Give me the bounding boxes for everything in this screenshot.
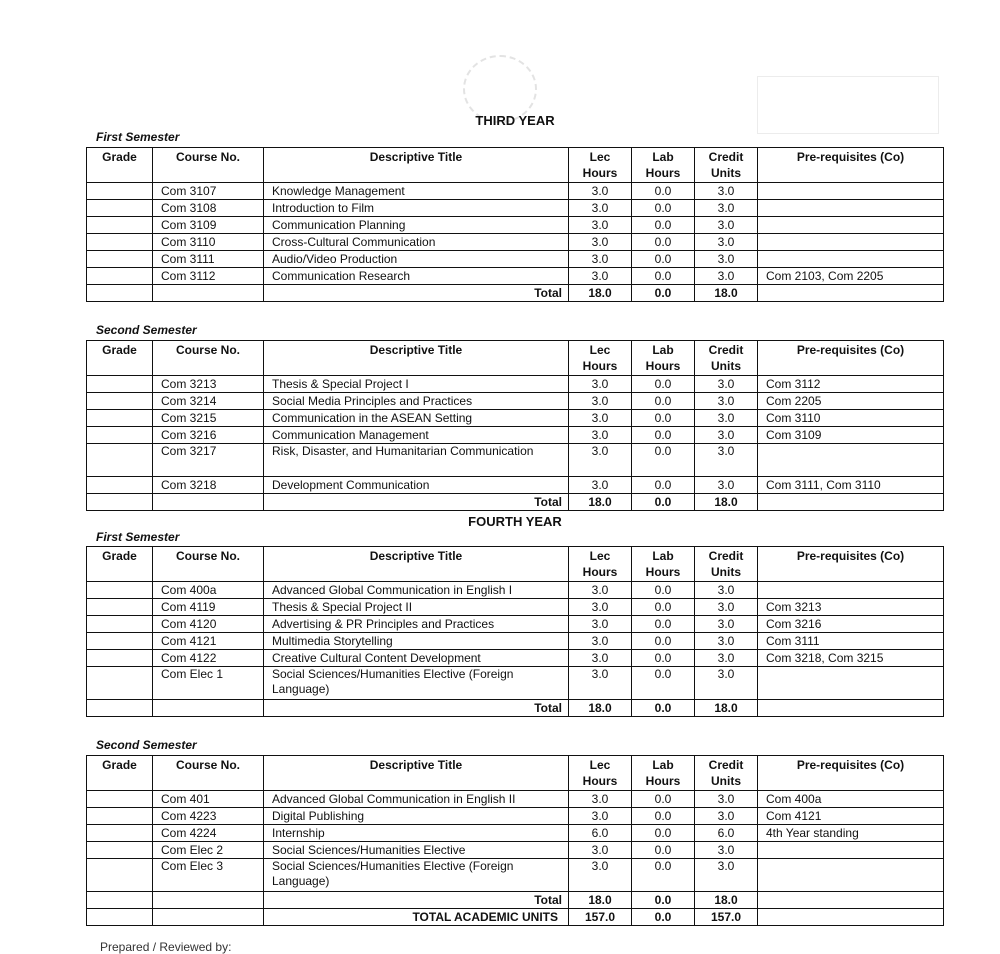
descriptive-title-cell: Cross-Cultural Communication — [264, 234, 569, 251]
prerequisites-cell: Com 3110 — [758, 410, 944, 427]
grade-header: Grade — [87, 756, 153, 791]
lec-cell: 3.0 — [569, 842, 632, 859]
fourth-year-first-semester-table — [86, 546, 944, 717]
total-lec: 18.0 — [569, 285, 632, 302]
total-credit: 18.0 — [695, 285, 758, 302]
third-year-title: THIRD YEAR — [475, 113, 555, 128]
course-no-cell: Com 400a — [153, 582, 264, 599]
lab-cell: 0.0 — [632, 842, 695, 859]
grade-cell[interactable] — [87, 791, 153, 808]
course-row — [87, 444, 944, 477]
credit-cell: 3.0 — [695, 444, 758, 477]
lab-cell: 0.0 — [632, 633, 695, 650]
course-row — [87, 234, 944, 251]
header-row — [87, 756, 944, 791]
credit-cell: 3.0 — [695, 376, 758, 393]
lec-cell: 3.0 — [569, 200, 632, 217]
grade-cell[interactable] — [87, 808, 153, 825]
credit-cell: 3.0 — [695, 842, 758, 859]
lab-cell: 0.0 — [632, 477, 695, 494]
lab-cell: 0.0 — [632, 791, 695, 808]
lab-cell: 0.0 — [632, 859, 695, 892]
credit-cell: 3.0 — [695, 217, 758, 234]
lec-hours-header: Lec Hours — [569, 756, 632, 791]
lab-cell: 0.0 — [632, 444, 695, 477]
descriptive-title-cell: Thesis & Special Project I — [264, 376, 569, 393]
credit-cell: 3.0 — [695, 234, 758, 251]
prerequisites-cell: Com 3218, Com 3215 — [758, 650, 944, 667]
lab-cell: 0.0 — [632, 217, 695, 234]
descriptive-title-cell: Social Sciences/Humanities Elective (Foreign Language) — [264, 859, 569, 892]
empty-cell — [758, 892, 944, 909]
prepared-by-label: Prepared / Reviewed by: — [100, 940, 232, 954]
course-no-header: Course No. — [153, 341, 264, 376]
descriptive-title-cell: Communication Research — [264, 268, 569, 285]
empty-cell — [87, 494, 153, 511]
credit-cell: 3.0 — [695, 859, 758, 892]
grand-total-row — [87, 909, 944, 926]
course-no-cell: Com 3110 — [153, 234, 264, 251]
lec-cell: 3.0 — [569, 477, 632, 494]
grade-cell[interactable] — [87, 427, 153, 444]
descriptive-title-cell: Development Communication — [264, 477, 569, 494]
descriptive-title-cell: Advanced Global Communication in English I — [264, 582, 569, 599]
lab-cell: 0.0 — [632, 825, 695, 842]
credit-cell: 3.0 — [695, 582, 758, 599]
lec-hours-header: Lec Hours — [569, 341, 632, 376]
descriptive-title-cell: Audio/Video Production — [264, 251, 569, 268]
descriptive-title-cell: Thesis & Special Project II — [264, 599, 569, 616]
descriptive-title-header: Descriptive Title — [264, 148, 569, 183]
course-no-cell: Com 401 — [153, 791, 264, 808]
lab-hours-header: Lab Hours — [632, 756, 695, 791]
credit-cell: 6.0 — [695, 825, 758, 842]
prerequisites-cell — [758, 582, 944, 599]
grade-cell[interactable] — [87, 183, 153, 200]
lab-cell: 0.0 — [632, 393, 695, 410]
header-row — [87, 547, 944, 582]
prerequisites-cell — [758, 859, 944, 892]
course-row — [87, 650, 944, 667]
lab-cell: 0.0 — [632, 599, 695, 616]
course-no-header: Course No. — [153, 148, 264, 183]
course-row — [87, 477, 944, 494]
course-row — [87, 616, 944, 633]
lab-cell: 0.0 — [632, 616, 695, 633]
empty-cell — [758, 700, 944, 717]
fourth-year-second-semester-table — [86, 755, 944, 926]
course-no-cell: Com 4119 — [153, 599, 264, 616]
course-row — [87, 427, 944, 444]
credit-cell: 3.0 — [695, 667, 758, 700]
total-row — [87, 494, 944, 511]
descriptive-title-header: Descriptive Title — [264, 341, 569, 376]
fourth-year-title: FOURTH YEAR — [468, 514, 562, 529]
credit-cell: 3.0 — [695, 200, 758, 217]
grade-cell[interactable] — [87, 599, 153, 616]
course-row — [87, 599, 944, 616]
credit-cell: 3.0 — [695, 791, 758, 808]
lec-cell: 3.0 — [569, 251, 632, 268]
descriptive-title-cell: Social Media Principles and Practices — [264, 393, 569, 410]
grand-total-lec: 157.0 — [569, 909, 632, 926]
lec-cell: 3.0 — [569, 427, 632, 444]
grade-cell[interactable] — [87, 477, 153, 494]
course-no-header: Course No. — [153, 756, 264, 791]
grade-header: Grade — [87, 148, 153, 183]
lab-hours-header: Lab Hours — [632, 148, 695, 183]
course-no-cell: Com Elec 1 — [153, 667, 264, 700]
course-no-cell: Com 3109 — [153, 217, 264, 234]
descriptive-title-cell: Social Sciences/Humanities Elective (Foreign Language) — [264, 667, 569, 700]
course-no-cell: Com 3112 — [153, 268, 264, 285]
empty-cell — [758, 285, 944, 302]
descriptive-title-cell: Communication in the ASEAN Setting — [264, 410, 569, 427]
course-row — [87, 376, 944, 393]
course-no-cell: Com 3218 — [153, 477, 264, 494]
prerequisites-header: Pre-requisites (Co) — [758, 547, 944, 582]
descriptive-title-cell: Communication Management — [264, 427, 569, 444]
descriptive-title-cell: Multimedia Storytelling — [264, 633, 569, 650]
credit-cell: 3.0 — [695, 251, 758, 268]
course-no-header: Course No. — [153, 547, 264, 582]
prerequisites-cell: Com 4121 — [758, 808, 944, 825]
grade-cell[interactable] — [87, 376, 153, 393]
course-no-cell: Com 4223 — [153, 808, 264, 825]
lab-hours-header: Lab Hours — [632, 547, 695, 582]
descriptive-title-cell: Digital Publishing — [264, 808, 569, 825]
course-no-cell: Com Elec 2 — [153, 842, 264, 859]
empty-cell — [153, 494, 264, 511]
credit-units-header: Credit Units — [695, 756, 758, 791]
course-no-cell: Com 3111 — [153, 251, 264, 268]
lec-cell: 3.0 — [569, 376, 632, 393]
descriptive-title-header: Descriptive Title — [264, 756, 569, 791]
descriptive-title-cell: Advertising & PR Principles and Practices — [264, 616, 569, 633]
lec-hours-header: Lec Hours — [569, 148, 632, 183]
descriptive-title-cell: Social Sciences/Humanities Elective — [264, 842, 569, 859]
third-year-second-semester-table — [86, 340, 944, 511]
prerequisites-cell: Com 3111 — [758, 633, 944, 650]
lec-cell: 3.0 — [569, 410, 632, 427]
descriptive-title-header: Descriptive Title — [264, 547, 569, 582]
prerequisites-cell: Com 3216 — [758, 616, 944, 633]
course-row — [87, 217, 944, 234]
credit-cell: 3.0 — [695, 616, 758, 633]
empty-cell — [87, 892, 153, 909]
course-row — [87, 268, 944, 285]
total-row — [87, 892, 944, 909]
lec-cell: 3.0 — [569, 808, 632, 825]
lab-cell: 0.0 — [632, 667, 695, 700]
credit-units-header: Credit Units — [695, 547, 758, 582]
credit-cell: 3.0 — [695, 183, 758, 200]
credit-cell: 3.0 — [695, 410, 758, 427]
course-row — [87, 410, 944, 427]
lab-cell: 0.0 — [632, 808, 695, 825]
course-row — [87, 582, 944, 599]
total-lec: 18.0 — [569, 700, 632, 717]
course-row — [87, 859, 944, 892]
prerequisites-header: Pre-requisites (Co) — [758, 341, 944, 376]
lec-cell: 3.0 — [569, 650, 632, 667]
lec-cell: 3.0 — [569, 667, 632, 700]
lec-cell: 6.0 — [569, 825, 632, 842]
credit-cell: 3.0 — [695, 808, 758, 825]
grade-cell[interactable] — [87, 234, 153, 251]
grade-cell[interactable] — [87, 582, 153, 599]
prerequisites-cell: Com 3112 — [758, 376, 944, 393]
prerequisites-header: Pre-requisites (Co) — [758, 148, 944, 183]
prerequisites-cell — [758, 217, 944, 234]
course-no-cell: Com 3214 — [153, 393, 264, 410]
prerequisites-cell: Com 3213 — [758, 599, 944, 616]
course-no-cell: Com 4120 — [153, 616, 264, 633]
empty-cell — [87, 700, 153, 717]
empty-cell — [153, 892, 264, 909]
grade-cell[interactable] — [87, 842, 153, 859]
prerequisites-cell — [758, 444, 944, 477]
empty-cell — [153, 909, 264, 926]
total-label: Total — [264, 285, 569, 302]
course-row — [87, 633, 944, 650]
total-lab: 0.0 — [632, 494, 695, 511]
grade-cell[interactable] — [87, 825, 153, 842]
prerequisites-cell — [758, 183, 944, 200]
grade-cell[interactable] — [87, 251, 153, 268]
empty-cell — [758, 909, 944, 926]
grade-cell[interactable] — [87, 268, 153, 285]
course-no-cell: Com 4224 — [153, 825, 264, 842]
credit-cell: 3.0 — [695, 393, 758, 410]
lec-cell: 3.0 — [569, 268, 632, 285]
prerequisites-cell: Com 3111, Com 3110 — [758, 477, 944, 494]
header-row — [87, 341, 944, 376]
lec-cell: 3.0 — [569, 599, 632, 616]
grade-header: Grade — [87, 547, 153, 582]
lab-cell: 0.0 — [632, 234, 695, 251]
lec-hours-header: Lec Hours — [569, 547, 632, 582]
prerequisites-cell: 4th Year standing — [758, 825, 944, 842]
empty-cell — [87, 909, 153, 926]
prerequisites-cell: Com 3109 — [758, 427, 944, 444]
prerequisites-header: Pre-requisites (Co) — [758, 756, 944, 791]
empty-cell — [153, 700, 264, 717]
grade-cell[interactable] — [87, 410, 153, 427]
course-no-cell: Com 3217 — [153, 444, 264, 477]
total-row — [87, 285, 944, 302]
lec-cell: 3.0 — [569, 582, 632, 599]
total-lec: 18.0 — [569, 892, 632, 909]
course-row — [87, 667, 944, 700]
descriptive-title-cell: Introduction to Film — [264, 200, 569, 217]
lec-cell: 3.0 — [569, 444, 632, 477]
empty-cell — [153, 285, 264, 302]
course-no-cell: Com 3216 — [153, 427, 264, 444]
prerequisites-cell — [758, 200, 944, 217]
prerequisites-cell — [758, 667, 944, 700]
total-label: Total — [264, 494, 569, 511]
prerequisites-cell: Com 2103, Com 2205 — [758, 268, 944, 285]
third-year-second-semester-label: Second Semester — [96, 323, 197, 337]
course-no-cell: Com 4122 — [153, 650, 264, 667]
grade-cell[interactable] — [87, 859, 153, 892]
grade-cell[interactable] — [87, 650, 153, 667]
grade-cell[interactable] — [87, 444, 153, 477]
lec-cell: 3.0 — [569, 217, 632, 234]
grade-cell[interactable] — [87, 200, 153, 217]
credit-cell: 3.0 — [695, 427, 758, 444]
grade-cell[interactable] — [87, 217, 153, 234]
course-no-cell: Com 3213 — [153, 376, 264, 393]
lec-cell: 3.0 — [569, 183, 632, 200]
credit-cell: 3.0 — [695, 477, 758, 494]
descriptive-title-cell: Knowledge Management — [264, 183, 569, 200]
lab-cell: 0.0 — [632, 251, 695, 268]
prerequisites-cell — [758, 251, 944, 268]
credit-units-header: Credit Units — [695, 341, 758, 376]
third-year-first-semester-table — [86, 147, 944, 302]
total-credit: 18.0 — [695, 700, 758, 717]
grand-total-credit: 157.0 — [695, 909, 758, 926]
lec-cell: 3.0 — [569, 791, 632, 808]
total-row — [87, 700, 944, 717]
lab-cell: 0.0 — [632, 268, 695, 285]
course-no-cell: Com 3107 — [153, 183, 264, 200]
course-row — [87, 791, 944, 808]
prerequisites-cell: Com 400a — [758, 791, 944, 808]
grade-cell[interactable] — [87, 616, 153, 633]
total-lab: 0.0 — [632, 285, 695, 302]
lab-cell: 0.0 — [632, 582, 695, 599]
lab-cell: 0.0 — [632, 410, 695, 427]
prerequisites-cell: Com 2205 — [758, 393, 944, 410]
lab-cell: 0.0 — [632, 427, 695, 444]
course-row — [87, 842, 944, 859]
course-row — [87, 393, 944, 410]
credit-cell: 3.0 — [695, 599, 758, 616]
lec-cell: 3.0 — [569, 393, 632, 410]
credit-cell: 3.0 — [695, 650, 758, 667]
course-row — [87, 251, 944, 268]
course-row — [87, 808, 944, 825]
header-row — [87, 148, 944, 183]
third-year-first-semester-label: First Semester — [96, 130, 180, 144]
descriptive-title-cell: Risk, Disaster, and Humanitarian Communication — [264, 444, 569, 477]
descriptive-title-cell: Internship — [264, 825, 569, 842]
course-no-cell: Com 3215 — [153, 410, 264, 427]
grand-total-lab: 0.0 — [632, 909, 695, 926]
empty-cell — [87, 285, 153, 302]
course-row — [87, 183, 944, 200]
total-credit: 18.0 — [695, 892, 758, 909]
grade-cell[interactable] — [87, 393, 153, 410]
empty-cell — [758, 494, 944, 511]
course-row — [87, 200, 944, 217]
lec-cell: 3.0 — [569, 633, 632, 650]
lab-cell: 0.0 — [632, 650, 695, 667]
lec-cell: 3.0 — [569, 859, 632, 892]
lec-cell: 3.0 — [569, 616, 632, 633]
grade-header: Grade — [87, 341, 153, 376]
total-lec: 18.0 — [569, 494, 632, 511]
total-label: Total — [264, 700, 569, 717]
total-credit: 18.0 — [695, 494, 758, 511]
prerequisites-cell — [758, 842, 944, 859]
lab-hours-header: Lab Hours — [632, 341, 695, 376]
lec-cell: 3.0 — [569, 234, 632, 251]
credit-cell: 3.0 — [695, 268, 758, 285]
fourth-year-second-semester-label: Second Semester — [96, 738, 197, 752]
prerequisites-cell — [758, 234, 944, 251]
course-row — [87, 825, 944, 842]
course-no-cell: Com 4121 — [153, 633, 264, 650]
descriptive-title-cell: Creative Cultural Content Development — [264, 650, 569, 667]
grand-total-label: TOTAL ACADEMIC UNITS — [264, 909, 569, 926]
lab-cell: 0.0 — [632, 183, 695, 200]
course-no-cell: Com Elec 3 — [153, 859, 264, 892]
descriptive-title-cell: Advanced Global Communication in English II — [264, 791, 569, 808]
course-no-cell: Com 3108 — [153, 200, 264, 217]
total-lab: 0.0 — [632, 892, 695, 909]
grade-cell[interactable] — [87, 633, 153, 650]
grade-cell[interactable] — [87, 667, 153, 700]
descriptive-title-cell: Communication Planning — [264, 217, 569, 234]
lab-cell: 0.0 — [632, 200, 695, 217]
fourth-year-first-semester-label: First Semester — [96, 530, 180, 544]
total-label: Total — [264, 892, 569, 909]
credit-units-header: Credit Units — [695, 148, 758, 183]
total-lab: 0.0 — [632, 700, 695, 717]
lab-cell: 0.0 — [632, 376, 695, 393]
credit-cell: 3.0 — [695, 633, 758, 650]
